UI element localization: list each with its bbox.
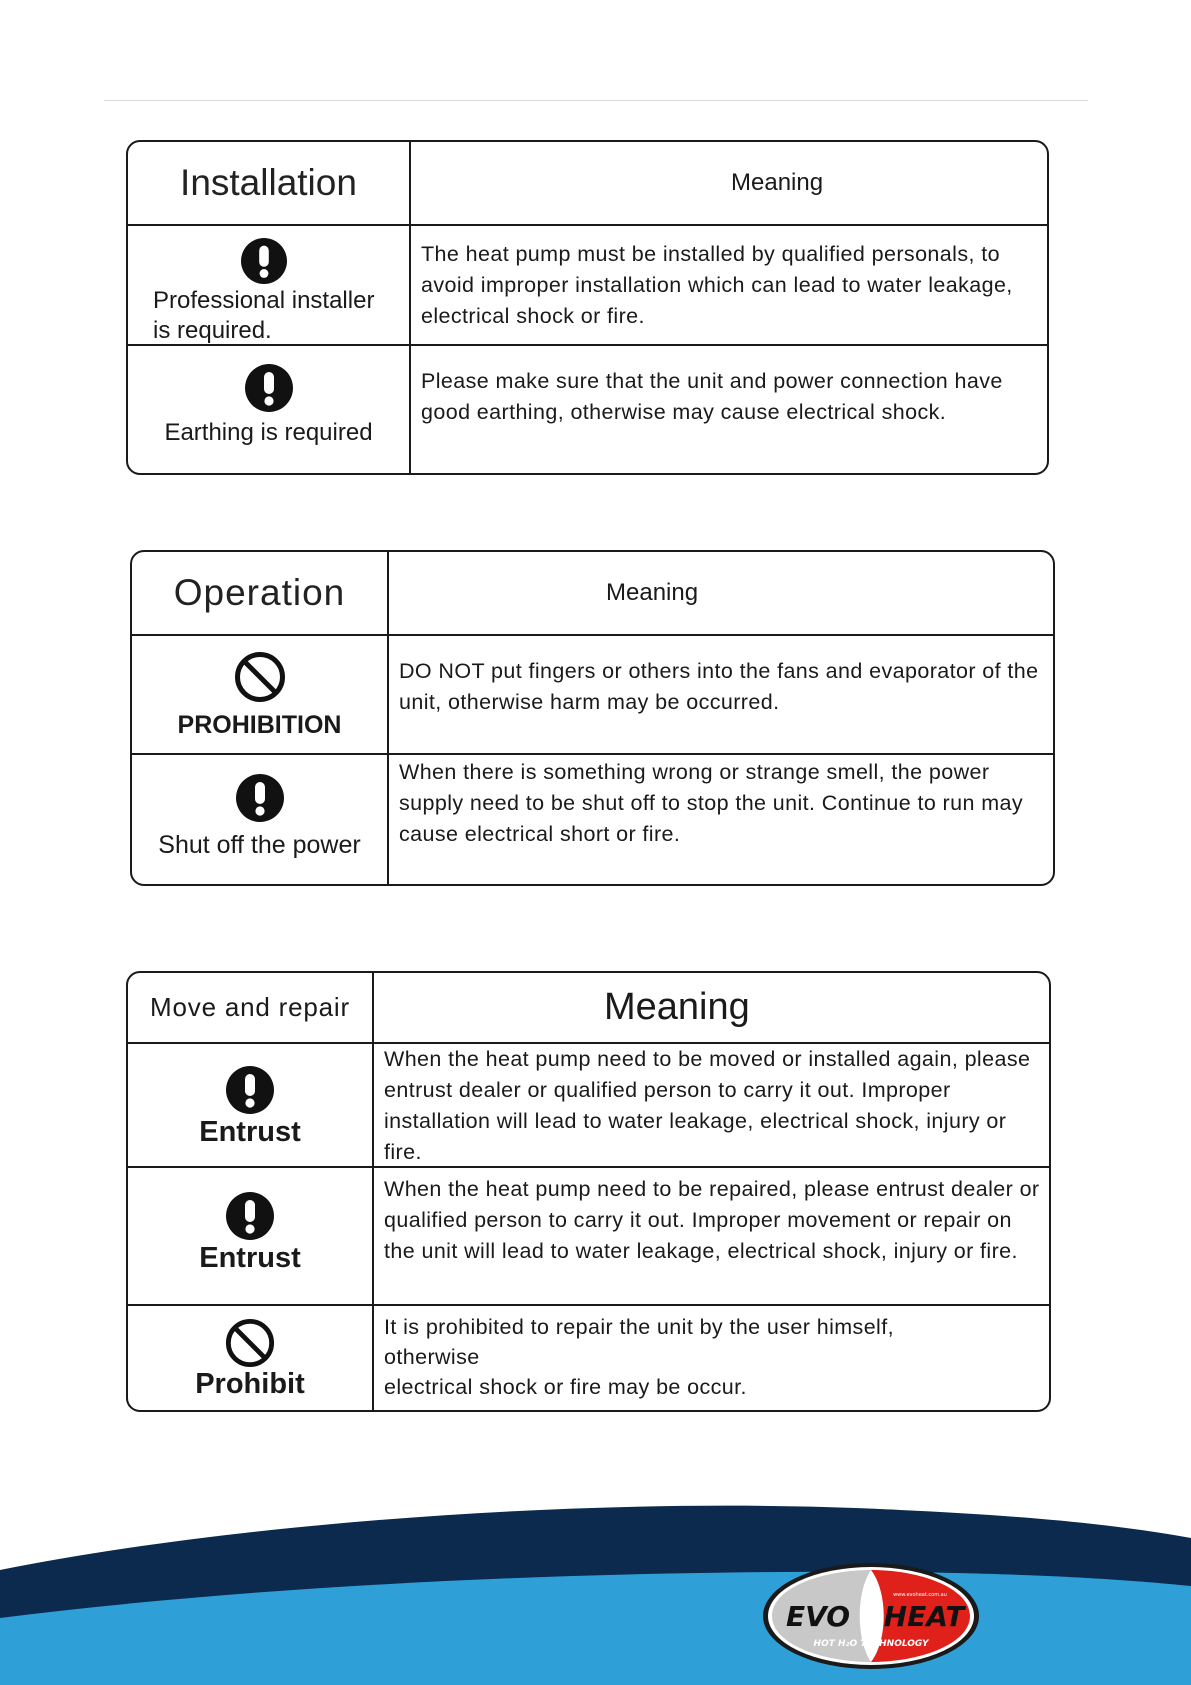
logo-tagline: HOT H₂O TECHNOLOGY	[813, 1639, 929, 1649]
exclamation-icon	[245, 364, 293, 412]
table-row	[128, 1304, 1049, 1412]
description-line: It is prohibited to repair the unit by the user himself,	[384, 1315, 894, 1339]
meaning-header: Meaning	[606, 579, 699, 606]
table-row	[128, 344, 1047, 475]
table-title: Operation	[173, 572, 346, 613]
exclamation-icon	[226, 1066, 274, 1114]
row-label: Prohibit	[195, 1367, 305, 1400]
table-row	[132, 634, 1053, 755]
table-row	[128, 1042, 1049, 1168]
move-and-repair-table	[126, 971, 1051, 1412]
row-label: Shut off the power	[158, 830, 361, 859]
row-description: The heat pump must be installed by qualified personals, to avoid improper installation which can lead to water leakage, electrical shock or fire.	[421, 242, 1013, 328]
footer-wave	[0, 1500, 1191, 1685]
exclamation-icon	[236, 774, 284, 822]
logo-url: www.evoheat.com.au	[893, 1592, 947, 1598]
table-title: Move and repair	[150, 992, 350, 1022]
row-description: Please make sure that the unit and power connection have good earthing, otherwise may cause electrical shock.	[421, 369, 1003, 424]
row-description: When there is something wrong or strange smell, the power supply need to be shut off to stop the unit. Continue to run may cause electrical short or fire.	[399, 760, 1024, 846]
table-row	[128, 224, 1047, 346]
row-label: Entrust	[199, 1115, 301, 1148]
description-line: otherwise	[384, 1345, 480, 1369]
meaning-header: Meaning	[604, 986, 750, 1028]
evoheat-logo	[760, 1560, 982, 1672]
prohibition-icon	[234, 651, 286, 703]
row-description	[374, 1306, 1034, 1402]
logo-text-right: HEAT	[883, 1600, 965, 1633]
row-label: Earthing is required	[164, 418, 373, 446]
header-rule	[104, 100, 1088, 101]
exclamation-icon	[240, 238, 288, 284]
exclamation-icon	[226, 1192, 274, 1240]
row-description: When the heat pump need to be repaired, please entrust dealer or qualified person to carry it out. Improper movement or repair on the unit will lead to water leakage, electrical shock, injury or fire.	[384, 1177, 1040, 1263]
operation-table	[130, 550, 1055, 886]
row-label: Entrust	[199, 1241, 301, 1274]
table-header	[132, 552, 1053, 634]
table-title: Installation	[180, 162, 357, 203]
prohibition-icon	[225, 1318, 275, 1368]
table-header	[128, 142, 1047, 224]
logo-text-left: EVO	[785, 1600, 851, 1633]
table-row	[128, 1166, 1049, 1306]
table-row	[132, 753, 1053, 886]
meaning-header: Meaning	[731, 169, 824, 196]
row-description: When the heat pump need to be moved or installed again, please entrust dealer or qualified person to carry it out. Improper installation will lead to water leakage, electrical shock, injury or fire.	[384, 1047, 1031, 1164]
row-label: PROHIBITION	[177, 711, 342, 739]
installation-table	[126, 140, 1049, 475]
description-line: electrical shock or fire may be occur.	[384, 1375, 747, 1399]
table-header	[128, 973, 1049, 1042]
row-description: DO NOT put fingers or others into the fans and evaporator of the unit, otherwise harm may be occurred.	[399, 659, 1039, 714]
row-label: Professional installer is required.	[153, 287, 375, 344]
